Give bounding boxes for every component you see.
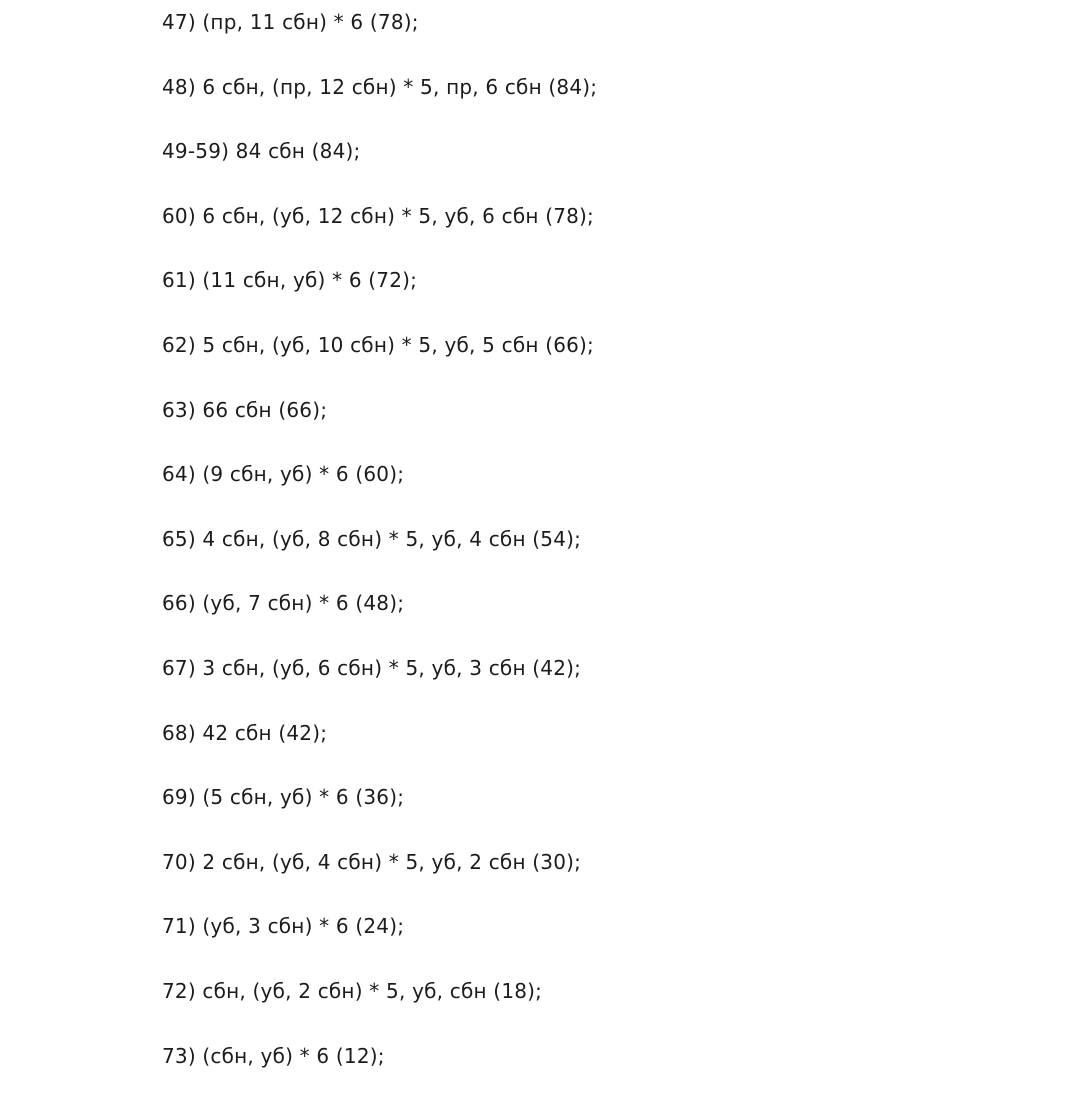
pattern-row-65: 65) 4 сбн, (уб, 8 сбн) * 5, уб, 4 сбн (54); [162,521,597,586]
pattern-row-49-59: 49-59) 84 сбн (84); [162,133,597,198]
pattern-row-60: 60) 6 сбн, (уб, 12 сбн) * 5, уб, 6 сбн (78); [162,198,597,263]
pattern-row-66: 66) (уб, 7 сбн) * 6 (48); [162,585,597,650]
pattern-row-73: 73) (сбн, уб) * 6 (12); [162,1038,597,1102]
pattern-row-70: 70) 2 сбн, (уб, 4 сбн) * 5, уб, 2 сбн (30); [162,844,597,909]
pattern-row-63: 63) 66 сбн (66); [162,392,597,457]
pattern-row-61: 61) (11 сбн, уб) * 6 (72); [162,262,597,327]
pattern-row-67: 67) 3 сбн, (уб, 6 сбн) * 5, уб, 3 сбн (42); [162,650,597,715]
pattern-row-47: 47) (пр, 11 сбн) * 6 (78); [162,4,597,69]
pattern-row-72: 72) сбн, (уб, 2 сбн) * 5, уб, сбн (18); [162,973,597,1038]
pattern-row-69: 69) (5 сбн, уб) * 6 (36); [162,779,597,844]
pattern-row-64: 64) (9 сбн, уб) * 6 (60); [162,456,597,521]
pattern-row-71: 71) (уб, 3 сбн) * 6 (24); [162,908,597,973]
pattern-rows-list [162,4,597,1102]
pattern-row-62: 62) 5 сбн, (уб, 10 сбн) * 5, уб, 5 сбн (66); [162,327,597,392]
pattern-row-48: 48) 6 сбн, (пр, 12 сбн) * 5, пр, 6 сбн (84); [162,69,597,134]
pattern-row-68: 68) 42 сбн (42); [162,715,597,780]
